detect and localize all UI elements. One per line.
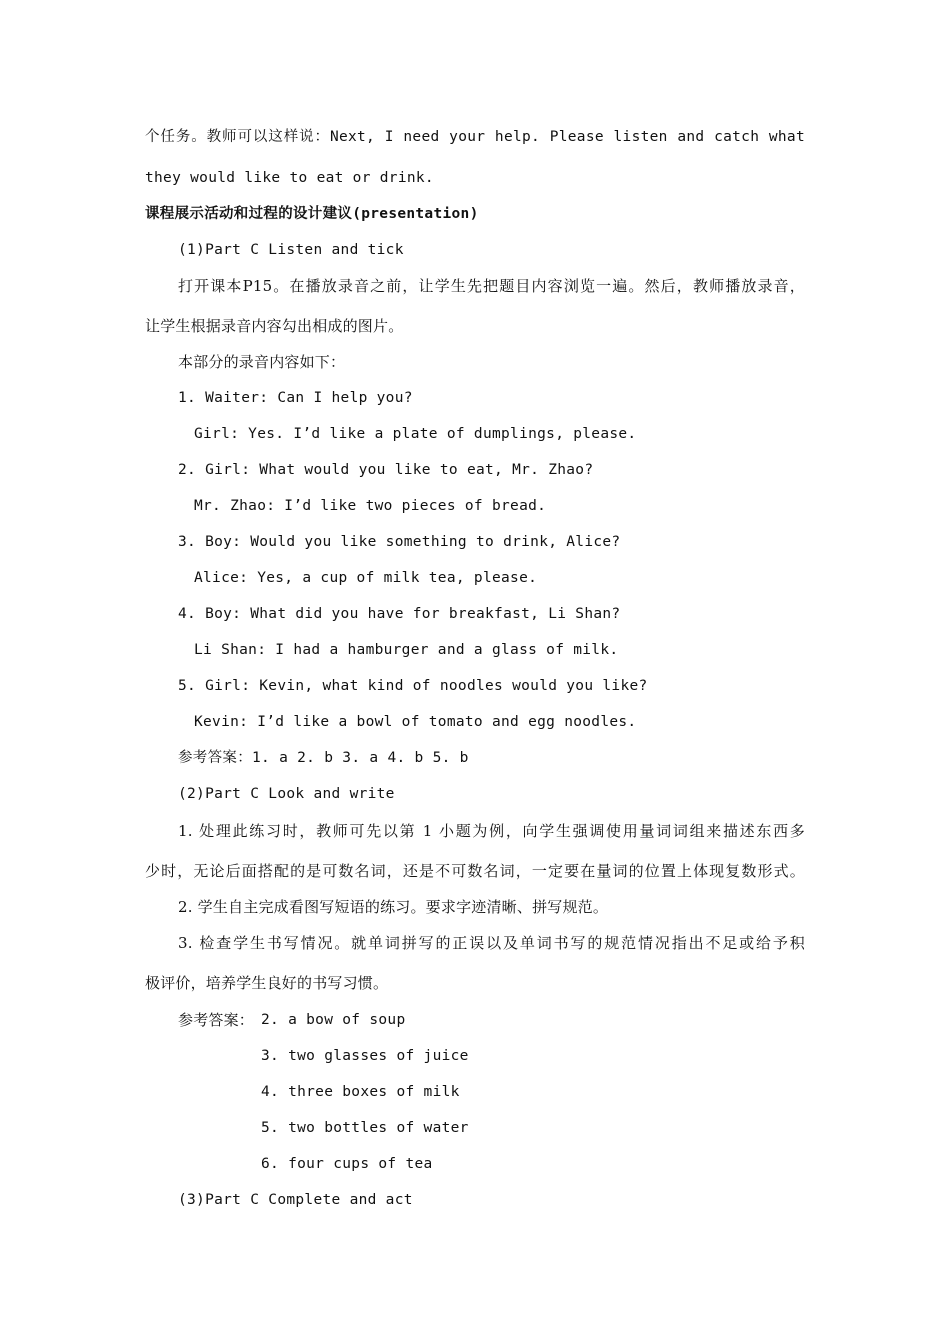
part1-paragraph-line-1: 打开课本P15。在播放录音之前，让学生先把题目内容浏览一遍。然后，教师播放录音， <box>178 277 805 295</box>
part3-title: (3)Part C Complete and act <box>178 1192 413 1208</box>
part2-step3-line-2: 极评价，培养学生良好的书写习惯。 <box>145 974 389 992</box>
part2-step3-line-1: 3. 检查学生书写情况。就单词拼写的正误以及单词书写的规范情况指出不足或给予积 <box>178 934 805 952</box>
part1-answer: 参考答案：1. a 2. b 3. a 4. b 5. b <box>178 750 469 766</box>
part2-step1-line-2: 少时，无论后面搭配的是可数名词，还是不可数名词，一定要在量词的位置上体现复数形式。 <box>145 862 805 880</box>
dialogue-1-answer: Girl: Yes. I’d like a plate of dumplings, please. <box>194 426 637 442</box>
part1-paragraph-line-2: 让学生根据录音内容勾出相成的图片。 <box>145 317 404 335</box>
part1-title: (1)Part C Listen and tick <box>178 242 404 258</box>
part2-title: (2)Part C Look and write <box>178 786 395 802</box>
part2-answer-2: 2. a bow of soup <box>261 1012 406 1028</box>
recording-intro: 本部分的录音内容如下： <box>178 353 346 371</box>
part2-answer-label: 参考答案： <box>178 1011 255 1029</box>
dialogue-5-answer: Kevin: I’d like a bowl of tomato and egg noodles. <box>194 714 637 730</box>
dialogue-1-question: 1. Waiter: Can I help you? <box>178 390 413 406</box>
dialogue-3-question: 3. Boy: Would you like something to drink, Alice? <box>178 534 621 550</box>
dialogue-2-question: 2. Girl: What would you like to eat, Mr. Zhao? <box>178 462 594 478</box>
dialogue-2-answer: Mr. Zhao: I’d like two pieces of bread. <box>194 498 547 514</box>
section-heading: 课程展示活动和过程的设计建议(presentation) <box>145 206 479 222</box>
dialogue-5-question: 5. Girl: Kevin, what kind of noodles would you like? <box>178 678 648 694</box>
part2-answer-6: 6. four cups of tea <box>261 1156 433 1172</box>
intro-line-1: 个任务。教师可以这样说：Next, I need your help. Please listen and catch what <box>145 129 805 145</box>
part2-answer-4: 4. three boxes of milk <box>261 1084 460 1100</box>
intro-line-2: they would like to eat or drink. <box>145 170 434 186</box>
part2-answer-5: 5. two bottles of water <box>261 1120 469 1136</box>
part2-step1-line-1: 1. 处理此练习时，教师可先以第 1 小题为例，向学生强调使用量词词组来描述东西多 <box>178 822 805 840</box>
dialogue-4-question: 4. Boy: What did you have for breakfast, Li Shan? <box>178 606 621 622</box>
dialogue-3-answer: Alice: Yes, a cup of milk tea, please. <box>194 570 538 586</box>
part2-answer-3: 3. two glasses of juice <box>261 1048 469 1064</box>
part2-step2: 2. 学生自主完成看图写短语的练习。要求字迹清晰、拼写规范。 <box>178 898 609 916</box>
dialogue-4-answer: Li Shan: I had a hamburger and a glass of milk. <box>194 642 619 658</box>
